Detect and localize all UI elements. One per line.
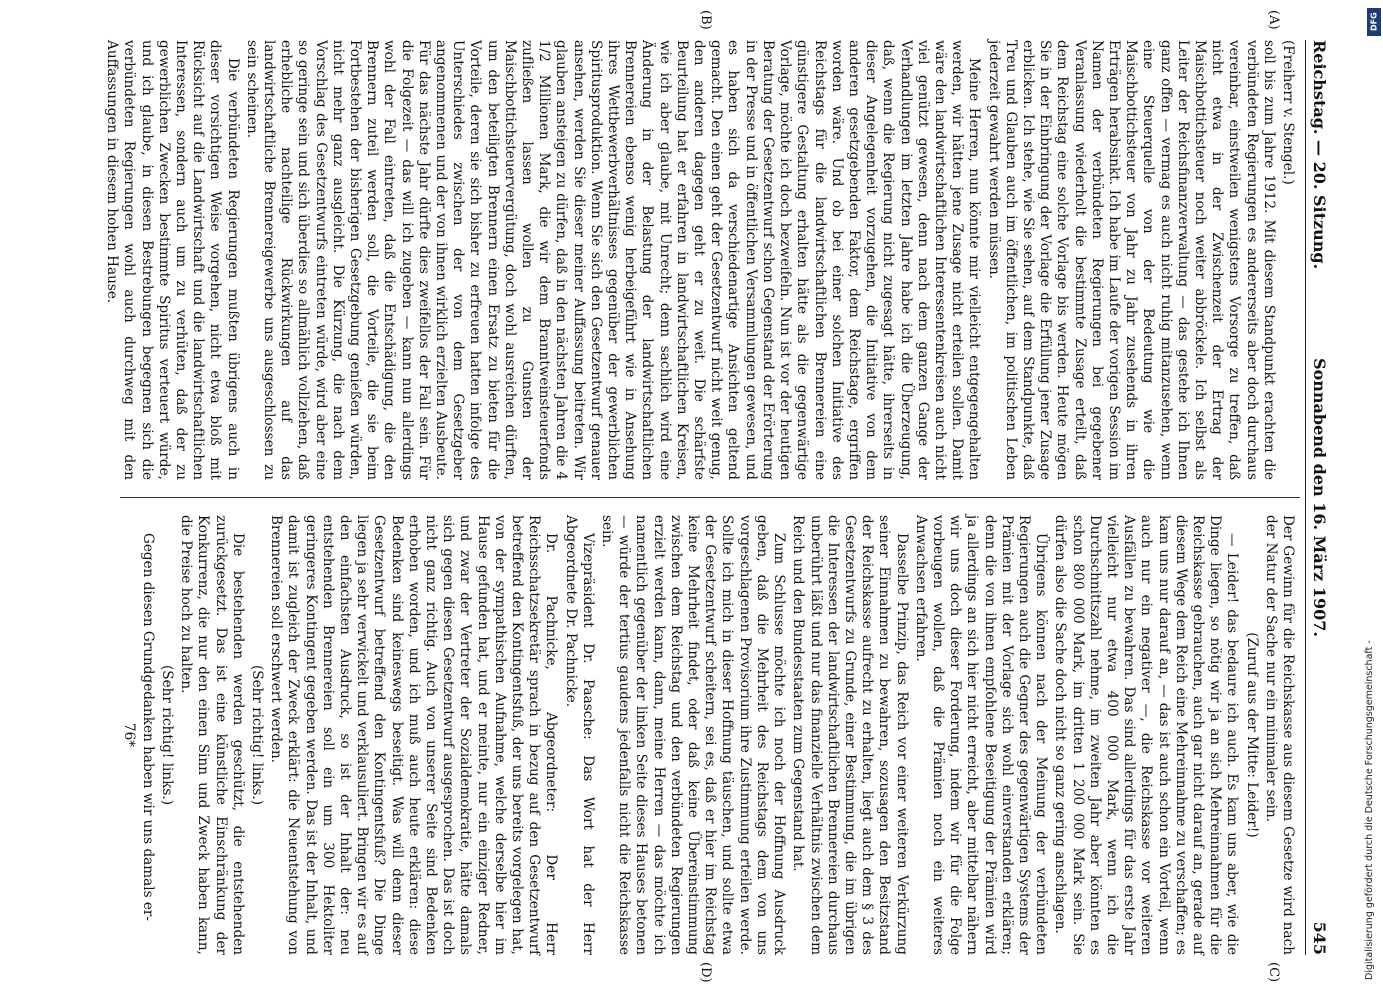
header-date: Sonnabend den 16. März 1907.	[1310, 358, 1329, 637]
page-number: 545	[1310, 921, 1329, 955]
right-paragraph: Übrigens können nach der Meinung der verbündeten Regierungen auch die Gegner des gegenwärtigen Systems der Prämien mit der Vorlage sich wohl einverstanden erklären; denn die von ihnen empfohlene Beseitigung der Prämien wird ja allerdings an sich hier nicht erreicht, aber mittelbar nähern wir uns doch dieser Forderung, indem wir für die Folge vorbeugen wollen, daß die Prämien noch ein weiteres Anwachsen erfahren.	[912, 515, 1050, 955]
column-divider	[120, 497, 1300, 498]
margin-marker-a: (A)	[1266, 10, 1281, 30]
dfg-logo: DFG	[1367, 8, 1381, 36]
right-paragraph: — Leider! das bedaure ich auch. Es kam uns aber, wie die Dinge liegen, so nötig wir ja an sich Mehreinnahmen für die Reichskasse gebrauchen, auch gar nicht darauf an, gerade auf diesem Wege dem Reich eine Mehreinnahme zu verschaffen; es kam uns nur darauf an, — das ist auch schon ein Vorteil, wenn auch nur ein negativer —, die Reichskasse vor weiteren Ausfällen zu bewahren. Das sind allerdings für das erste Jahr vielleicht nur etwa 400 000 Mark, wenn ich die Durchschnittszahl nehme, im zweiten Jahr aber könnten es schon 800 000 Mark, im dritten 1 200 000 Mark sein. Sie dürfen also die Sache doch nicht so ganz gering anschlagen.	[1052, 515, 1241, 955]
margin-marker-b: (B)	[698, 10, 713, 30]
right-paragraph: Dasselbe Prinzip, das Reich vor einer weiteren Verkürzung seiner Einnahmen zu bewahren, sozusagen den Besitzstand der Reichskasse aufrecht zu erhalten, liegt auch dem § 3 des Gesetzentwurfs zu Grunde, einer Bestimmung, die im übrigen die Interessen der landwirtschaftlichen Brennereien durchaus unberührt läßt und nur das finanzielle Verhältnis zwischen dem Reich und den Bundesstaaten zum Gegenstand hat.	[790, 515, 910, 955]
interjection: (Zuruf aus der Mitte: Leider!)	[1243, 632, 1260, 838]
header-left: Reichstag. — 20. Sitzung.	[1310, 40, 1329, 270]
right-column	[116, 515, 1296, 955]
speaker-intro: Vizepräsident Dr. Paasche: Das Wort hat der Herr Abgeordnete Dr. Pachnicke.	[562, 515, 596, 955]
rotated-page	[100, 10, 1330, 983]
right-paragraph: Zum Schlusse möchte ich noch der Hoffnung Ausdruck geben, daß die Mehrheit des Reichstags dem von uns vorgeschlagenen Provisorium ihre Zustimmung erteilen werde. Sollte ich mich in dieser Hoffnung täuschen, und sollte etwa der Gesetzentwurf scheitern, sei es, daß er hier im Reichstag keine Mehrheit findet, oder daß keine Übereinstimmung zwischen dem Reichstag und den verbündeten Regierungen erzielt werden kann, dann, meine Herren — das möchte ich namentlich gegenüber der linken Seite dieses Hauses betonen — würde der tertius gaudens jedenfalls nicht die Reichskasse sein.	[599, 515, 788, 955]
right-paragraph: Dr. Pachnicke, Abgeordneter: Der Herr Reichsschatzsekretär sprach in bezug auf den Gesetzentwurf betreffend den Kontingentsfuß, der uns bereits vorgelegen hat, von der sympathischen Aufnahme, welche derselbe hier im Hause gefunden hat, und er meinte, nur ein einziger Redner, und zwar der Vertreter der Sozialdemokratie, hätte damals sich gegen diesen Gesetzentwurf ausgesprochen. Das ist doch nicht ganz richtig. Auch von unserer Seite sind Bedenken erhoben worden, und ich muß auch heute erklären: diese Bedenken sind keineswegs beseitigt. Was will denn dieser Gesetzentwurf betreffend den Kontingentsfuß? Die Dinge liegen ja sehr verwickelt und verklausuliert. Bringen wir es auf den einfachsten Ausdruck, so ist der Inhalt der: neu entstehenden Brennereien soll ein um 300 Hektoliter geringeres Kontingent gegeben werden. Das ist der Inhalt, und damit ist zugleich der Zweck erklärt: die Neuentstehung von Brennereien soll erschwert werden.	[268, 515, 560, 955]
right-paragraph: Der Gewinn für die Reichskasse aus diesem Gesetze wird nach der Natur der Sache nur ein minimaler sein.	[1262, 515, 1296, 955]
right-paragraph: Gegen diesen Grundgedanken haben wir uns damals er-	[139, 533, 156, 922]
page-content	[100, 10, 1330, 983]
interjection: (Sehr richtig! links.)	[249, 664, 266, 806]
left-column	[104, 40, 1296, 480]
page-header	[1305, 40, 1330, 955]
right-paragraph: Die bestehenden werden geschützt, die entstehenden zurückgesetzt. Das ist eine künstliche Einschränkung der Konkurrenz, die nur den einen Sinn und Zweck haben kann, die Preise hoch zu halten.	[178, 515, 246, 955]
speaker-note: (Freiherr v. Stengel.)	[1280, 40, 1296, 185]
margin-marker-c: (C)	[1266, 962, 1281, 983]
margin-marker-d: (D)	[698, 962, 713, 983]
digitization-credit: Digitalisierung gefördert durch die Deutsche Forschungsgemeinschaft -	[1364, 640, 1375, 980]
signature-mark: 76*	[120, 722, 137, 748]
interjection: (Sehr richtig! links.)	[159, 664, 175, 806]
left-paragraph: soll bis zum Jahre 1912. Mit diesem Standpunkt erachten die verbündeten Regierungen es andererseits aber doch durchaus vereinbar, einstweilen wenigstens Vorsorge zu treffen, daß nicht etwa in der Zwischenzeit der Ertrag der Maischbottichsteuer noch weiter abbröckele. Ich selbst als Leiter der Reichsfinanzverwaltung — das gestehe ich Ihnen ganz offen — vermag es auch nicht ruhig mitanzusehen, wenn eine Steuerquelle von der Bedeutung wie die Maischbottichsteuer von Jahr zu Jahr zusehends in ihren Erträgen herabsinkt. Ich habe im Laufe der vorigen Session im Namen der verbündeten Regierungen bei gegebener Veranlassung wiederholt die bestimmte Zusage erteilt, daß dem Reichstag eine solche Vorlage bis werden. Heute mögen Sie in der Einbringung der Vorlage die Erfüllung jener Zusage erblicken. Ich stehe, wie Sie sehen, auf dem Standpunkte, daß Treu und Glauben auch im öffentlichen, im politischen Leben jederzeit gewahrt werden müssen.	[985, 40, 1277, 480]
left-paragraph: Die verbündeten Regierungen mußten übrigens auch in dieser vorsichtigen Weise vorgehen, nicht etwa bloß mit Rücksicht auf die Landwirtschaft und die landwirtschaftlichen Interessen, sondern auch um zu verhüten, daß der zu gewerblichen Zwecken bestimmte Spiritus verteuert würde, und ich glaube, in diesen Bestrebungen begegnen sich die verbündeten Regierungen wohl auch durchweg mit den Auffassungen in diesem hohen Hause.	[104, 40, 241, 480]
left-paragraph: Meine Herren, nun könnte mir vielleicht entgegengehalten werden, wir hätten jene Zusage nicht erteilen sollen. Damit wäre den landwirtschaftlichen Interessentenkreisen auch nicht viel genützt gewesen, denn nach dem ganzen Gange der Verhandlungen im letzten Jahre habe ich die Überzeugung, daß, wenn die Regierung nicht zugesagt hätte, ihrerseits in dieser Angelegenheit vorzugehen, die Initiative von dem anderen gesetzgebenden Faktor, dem Reichstage, ergriffen worden wäre. Und ob bei einer solchen Initiative des Reichstags für die landwirtschaftlichen Brennereien eine günstigere Gestaltung erhalten hätte als die gegenwärtige Vorlage, möchte ich doch bezweifeln. Nun ist vor der heutigen Beratung der Gesetzentwurf schon Gegenstand der Erörterung in der Presse und in öffentlichen Versammlungen gewesen, und es haben sich da verschiedenartige Ansichten geltend gemacht. Den einen geht der Gesetzentwurf nicht weit genug, den anderen dagegen geht er zu weit. Die schärfste Beurteilung hat er erfahren in landwirtschaftlichen Kreisen, wie ich aber glaube, mit Unrecht; denn sachlich wird eine Änderung in der Belastung der landwirtschaftlichen Brennereien ebenso wenig herbeigeführt wie in Ansehung ihres Wettbewerbverhältnisses gegenüber der gewerblichen Spiritusproduktion. Wenn Sie sich den Gesetzentwurf genauer ansehen, werden Sie dieser meiner Auffassung beitreten. Wir glauben ansteigen zu dürfen, daß in den nächsten Jahren die 4 1/2 Millionen Mark, die wir dem Branntweinsteuerfonds zufließen lassen wollen zu Gunsten der Maischbottichsteuervergütung, doch wohl ausreichen dürften, um den beteiligten Brennern einen Ersatz zu bieten für die Vorteile, deren sie sich bisher zu erfreuen hatten infolge des Unterschiedes zwischen der von dem Gesetzgeber angenommenen und der von ihnen wirklich erzielten Ausbeute. Für das nächste Jahr dürfte dies zweifellos der Fall sein. Für die Folgezeit — das will ich zugeben — kann nun allerdings wohl der Fall eintreten, daß die Entschädigung, die den Brennern zuteil werden soll, die Vorteile, die sie beim Fortbestehen der bisherigen Gesetzgebung genießen würden, nicht mehr ganz ausgleicht. Die Kürzung, die nach dem Vorschlag des Gesetzentwurfs eintreten würde, wird aber eine so geringe sein und sich überdies so allmählich vollziehen, daß erhebliche nachteilige Rückwirkungen auf das landwirtschaftliche Brennereigewerbe uns ausgeschlossen zu sein scheinen.	[243, 40, 983, 480]
